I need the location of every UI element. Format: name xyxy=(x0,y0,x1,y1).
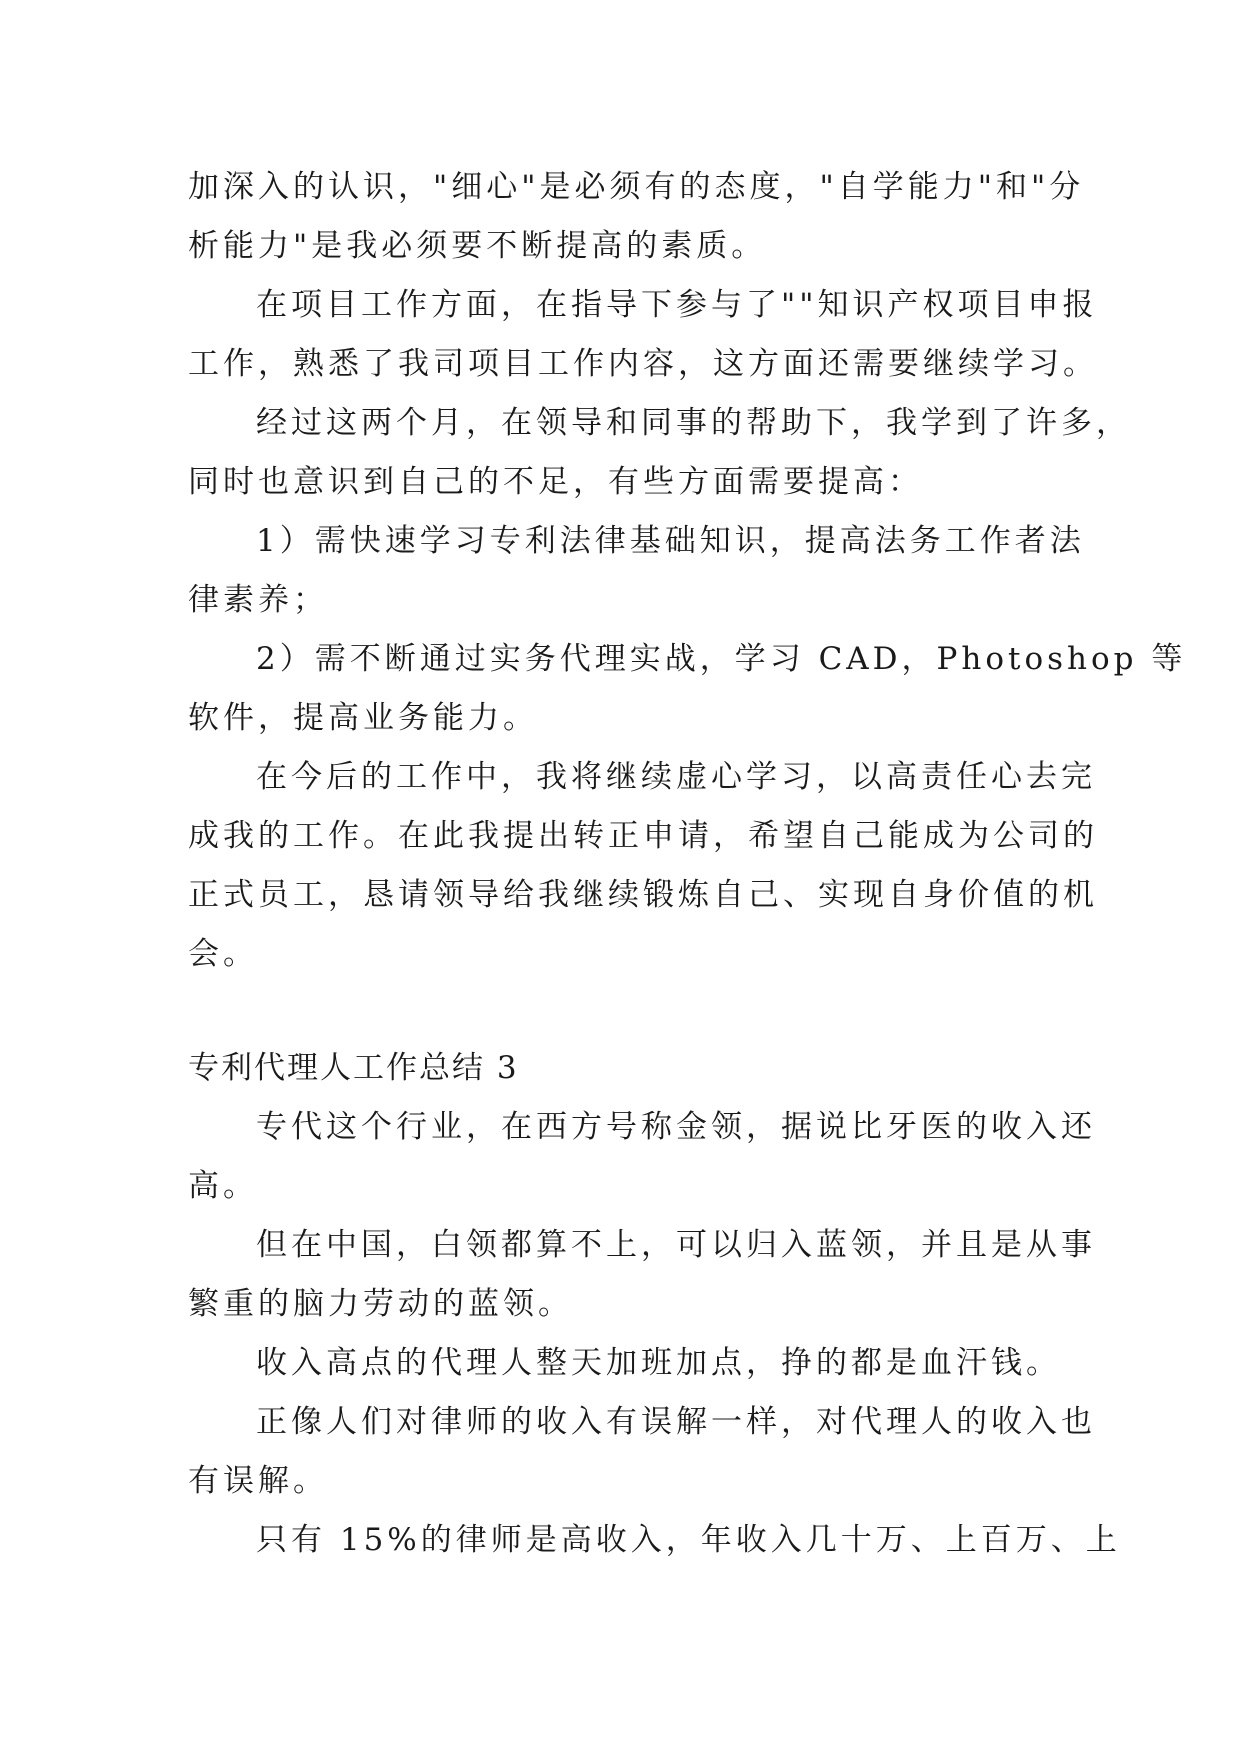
paragraph-line: 只有 15%的律师是高收入，年收入几十万、上百万、上 xyxy=(256,1522,1121,1558)
paragraph xyxy=(188,1216,1096,1334)
paragraph xyxy=(188,276,1098,394)
paragraph xyxy=(188,394,1131,512)
section-gap xyxy=(188,984,1058,1039)
section-title: 专利代理人工作总结 3 xyxy=(188,1050,519,1086)
paragraph-line: 正式员工，恳请领导给我继续锻炼自己、实现自身价值的机 xyxy=(188,877,1098,913)
list-item xyxy=(188,630,1187,748)
paragraph-line: 收入高点的代理人整天加班加点，挣的都是血汗钱。 xyxy=(256,1345,1061,1381)
paragraph-line: 繁重的脑力劳动的蓝领。 xyxy=(188,1286,573,1322)
paragraph-line: 1）需快速学习专利法律基础知识，提高法务工作者法 xyxy=(256,523,1085,559)
paragraph xyxy=(188,1393,1096,1511)
paragraph-line: 工作，熟悉了我司项目工作内容，这方面还需要继续学习。 xyxy=(188,346,1098,382)
paragraph xyxy=(188,1334,1061,1393)
paragraph-line: 律素养； xyxy=(188,582,328,618)
paragraph xyxy=(188,1511,1121,1570)
paragraph-line: 专代这个行业，在西方号称金领，据说比牙医的收入还 xyxy=(256,1109,1096,1145)
paragraph-line: 但在中国，白领都算不上，可以归入蓝领，并且是从事 xyxy=(256,1227,1096,1263)
document-page xyxy=(188,158,1187,1570)
paragraph-line: 有误解。 xyxy=(188,1463,328,1499)
paragraph-line: 析能力"是我必须要不断提高的素质。 xyxy=(188,228,767,264)
paragraph-line: 同时也意识到自己的不足，有些方面需要提高： xyxy=(188,464,923,500)
paragraph xyxy=(188,748,1098,984)
paragraph-line: 经过这两个月，在领导和同事的帮助下，我学到了许多， xyxy=(256,405,1131,441)
paragraph-line: 在今后的工作中，我将继续虚心学习，以高责任心去完 xyxy=(256,759,1096,795)
paragraph-line: 高。 xyxy=(188,1168,258,1204)
list-item xyxy=(188,512,1085,630)
paragraph xyxy=(188,158,1085,276)
paragraph-line: 在项目工作方面，在指导下参与了""知识产权项目申报 xyxy=(256,287,1098,323)
paragraph-line: 加深入的认识，"细心"是必须有的态度，"自学能力"和"分 xyxy=(188,169,1085,205)
paragraph xyxy=(188,1098,1096,1216)
paragraph-line: 正像人们对律师的收入有误解一样，对代理人的收入也 xyxy=(256,1404,1096,1440)
paragraph-line: 软件，提高业务能力。 xyxy=(188,700,538,736)
paragraph-line: 会。 xyxy=(188,936,258,972)
paragraph-line: 2）需不断通过实务代理实战，学习 CAD，Photoshop 等 xyxy=(256,641,1187,677)
paragraph-line: 成我的工作。在此我提出转正申请，希望自己能成为公司的 xyxy=(188,818,1098,854)
